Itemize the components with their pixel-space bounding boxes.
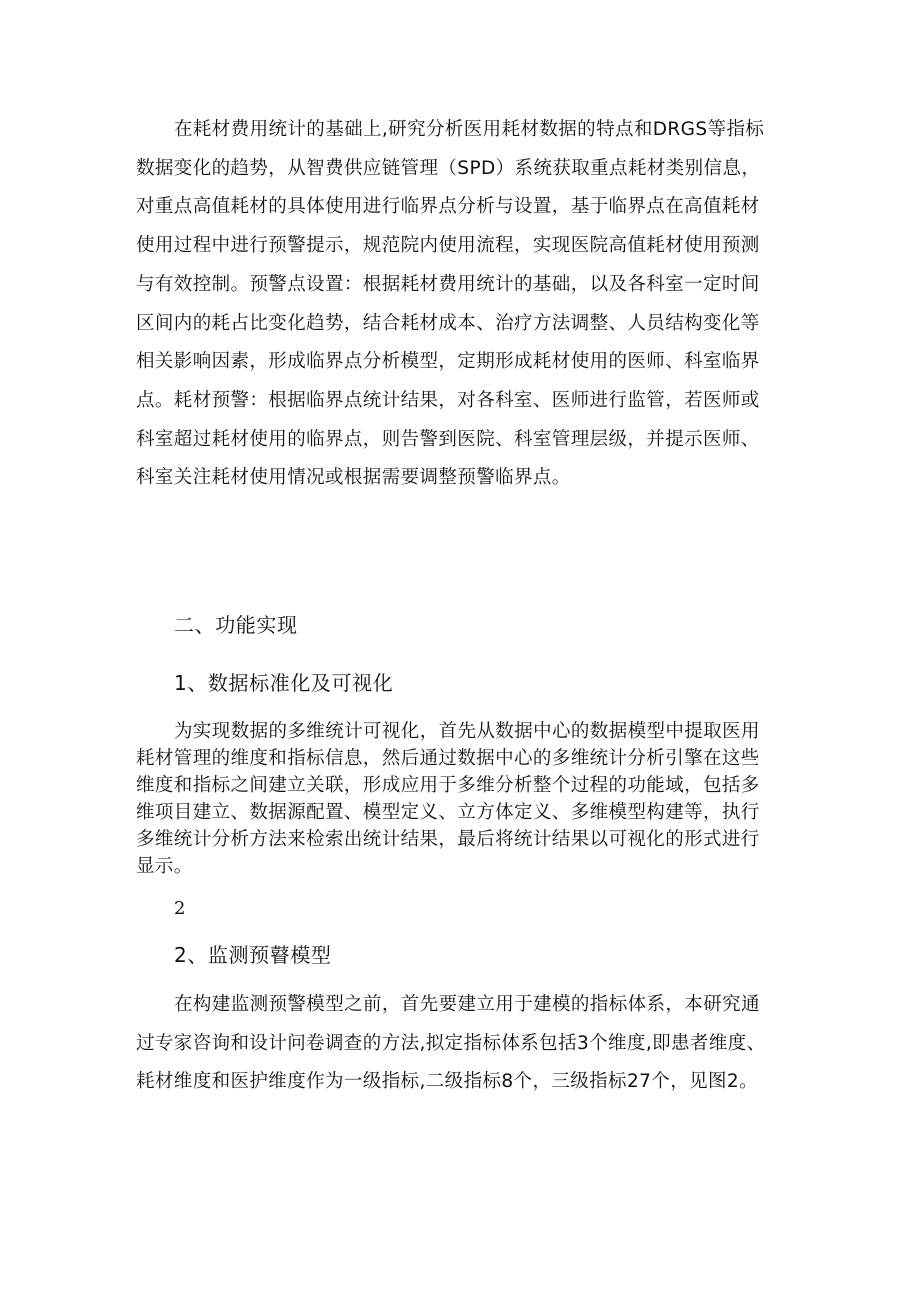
text-line: 在耗材费用统计的基础上,研究分析医用耗材数据的特点和DRGS等指标 <box>174 119 765 140</box>
text-line: 科室关注耗材使用情况或根据需要调整预警临界点。 <box>136 467 571 489</box>
subsection-heading-visualization: 1、数据标准化及可视化 <box>174 671 394 695</box>
text-line: 为实现数据的多维统计可视化，首先从数据中心的数据模型中提取医用 <box>174 721 760 742</box>
text-line: 数据变化的趋势，从智费供应链管理（SPD）系统获取重点耗材类别信息， <box>136 157 761 179</box>
text-line: 点。耗材预警：根据临界点统计结果，对各科室、医师进行监管，若医师或 <box>136 389 760 411</box>
paragraph-monitoring-model <box>136 986 796 1102</box>
subsection-heading-monitoring-model: 2、监测预瞽模型 <box>174 943 332 967</box>
text-line: 相关影响因素，形成临界点分析模型，定期形成耗材使用的医师、科室临界 <box>136 351 760 373</box>
text-line: 过专家咨询和设计问卷调查的方法,拟定指标体系包括3个维度,即患者维度、 <box>136 1032 766 1054</box>
text-line: 对重点高值耗材的具体使用进行临界点分析与设置，基于临界点在高值耗材 <box>136 196 760 218</box>
section-heading: 二、功能实现 <box>174 613 298 637</box>
text-line: 维度和指标之间建立关联，形成应用于多维分析整个过程的功能域，包括多 <box>136 775 760 796</box>
text-line: 区间内的耗占比变化趋势，结合耗材成本、治疗方法调整、人员结构变化等 <box>136 312 760 334</box>
text-line: 显示。 <box>136 856 193 877</box>
text-line: 耗材维度和医护维度作为一级指标,二级指标8个，三级指标27个，见图2。 <box>136 1071 758 1093</box>
text-line: 耗材管理的维度和指标信息，然后通过数据中心的多维统计分析引擎在这些 <box>136 748 760 769</box>
text-line: 在构建监测预警模型之前，首先要建立用于建模的指标体系，本研究通 <box>174 994 760 1015</box>
text-line: 与有效控制。预警点设置：根据耗材费用统计的基础，以及各科室一定时间 <box>136 273 760 295</box>
page-number: 2 <box>174 898 186 919</box>
paragraph-visualization <box>136 718 796 880</box>
text-line: 使用过程中进行预警提示，规范院内使用流程，实现医院高值耗材使用预测 <box>136 235 760 257</box>
paragraph-threshold-warning <box>136 111 796 498</box>
text-line: 科室超过耗材使用的临界点，则告警到医院、科室管理层级，并提示医师、 <box>136 428 760 450</box>
text-line: 维项目建立、数据源配置、模型定义、立方体定义、多维模型构建等，执行 <box>136 802 760 823</box>
text-line: 多维统计分析方法来检索出统计结果，最后将统计结果以可视化的形式进行 <box>136 829 760 850</box>
